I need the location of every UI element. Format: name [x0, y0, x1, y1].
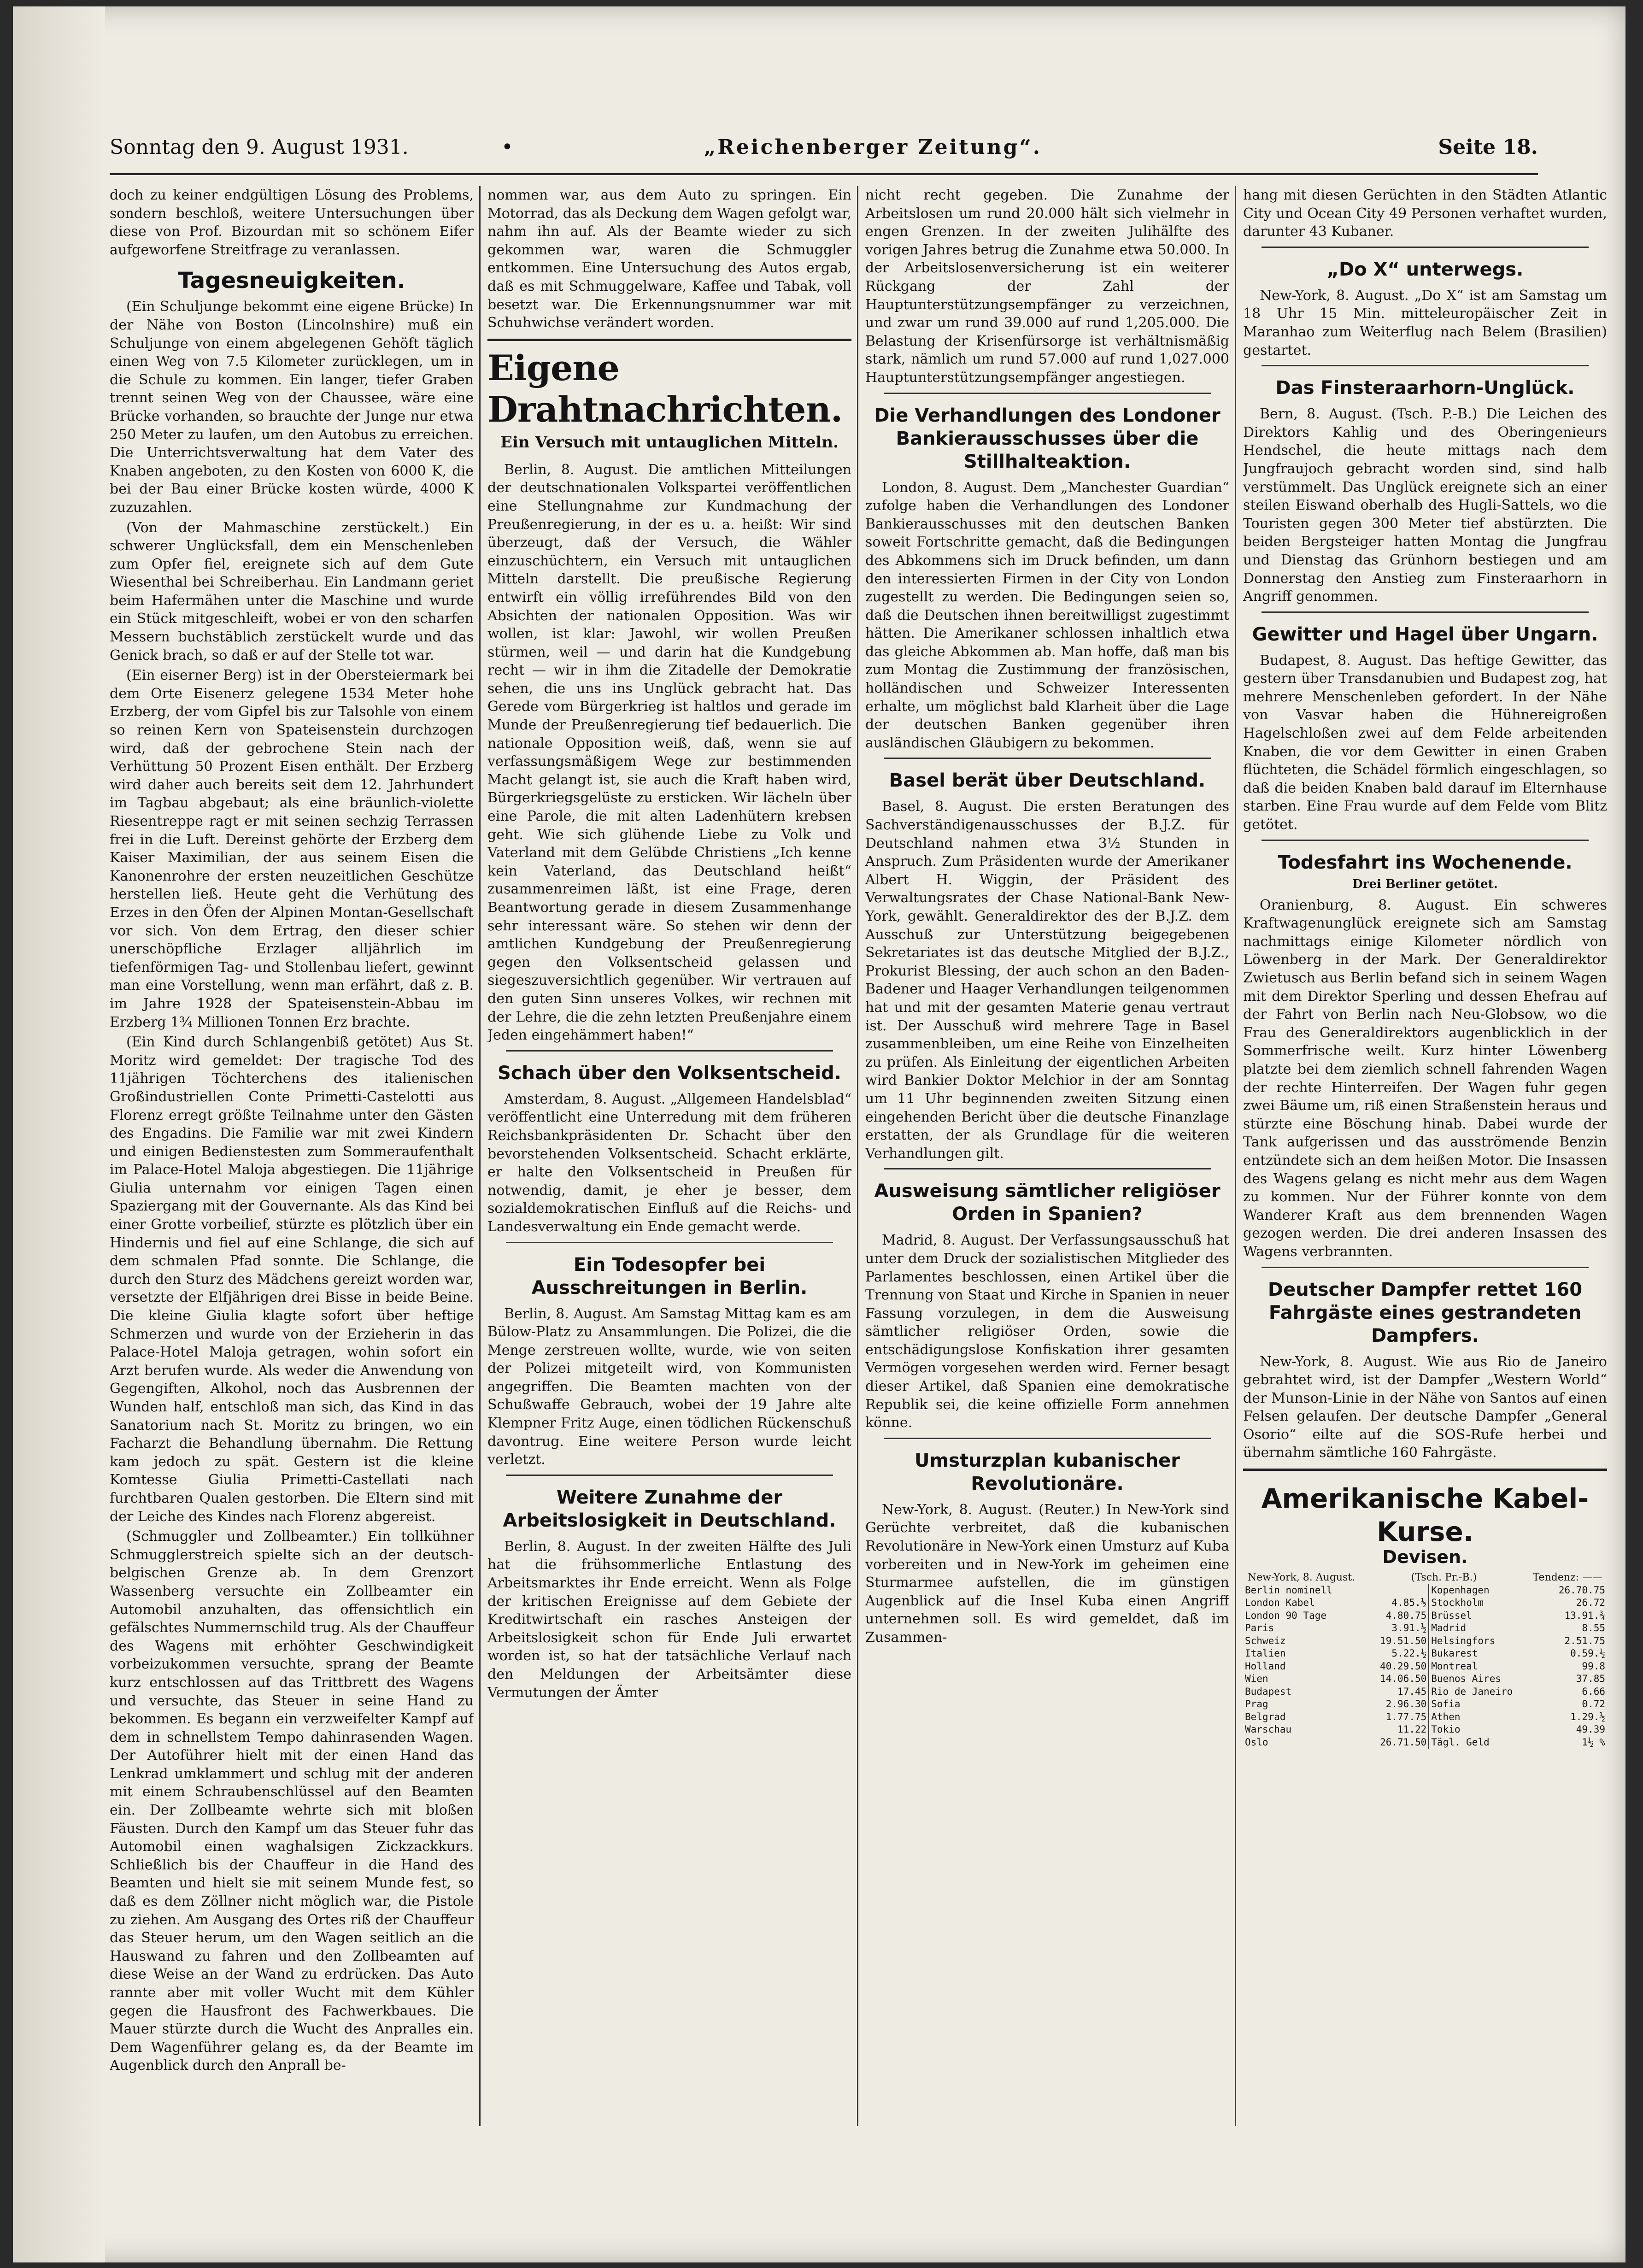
kurse-row: [1243, 1723, 1607, 1736]
news-item-mahmaschine: (Von der Mahmaschine zerstückelt.) Ein schwerer Unglücksfall, dem ein Menschenleben zum Opfer fiel, ereignete sich auf dem Gute Wiesenthal bei Schreiberhau. Ein Landmann geriet beim Hafermähen unter die Maschine und wurde ein Stück mitgeschleift, wobei er von den scharfen Messern buchstäblich zerstückelt wurde und das Genick brach, so daß er auf der Stelle tot war.: [110, 519, 474, 664]
headline-do-x: „Do X“ unterwegs.: [1326, 259, 1524, 280]
kurse-rate-left: 2.96.30: [1362, 1698, 1429, 1711]
headline-umsturzplan: Umsturzplan kubanischer Revolutionäre.: [914, 1450, 1180, 1494]
article-divider: [884, 393, 1211, 394]
headline-todesfahrt: Todesfahrt ins Wochenende.: [1278, 852, 1573, 873]
kurse-rate-right: 49.39: [1576, 1724, 1605, 1735]
kurse-source: (Tsch. Pr.-B.): [1411, 1571, 1477, 1583]
article-todesfahrt: Oranienburg, 8. August. Ein schweres Kraftwagenunglück ereignete sich am Samstag nachmittags einige Kilometer nördlich von Löwenberg in der Mark. Der Generaldirektor Zwietusch aus Berlin befand sich in seinem Wagen mit dem Direktor Sperling und dessen Ehefrau auf der Fahrt von Berlin nach Neu-Globsow, wo die Frau des Generaldirektors augenblicklich in der Sommerfrische weilt. Kurz hinter Löwenberg platzte bei dem ziemlich schnell fahrenden Wagen der rechte Hinterreifen. Der Wagen fuhr gegen zwei Bäume um, riß einen Straßenstein heraus und stürzte eine Böschung hinab. Dabei wurde der Tank aufgerissen und das ausströmende Benzin entzündete sich an dem heißen Motor. Die Insassen des Wagens gelang es nicht mehr aus dem Wagen zu kommen. Nur der Führer konnte von dem Wanderer Kraft aus dem brennenden Wagen gezogen werden. Die drei anderen Insassen des Wagens verbrannten.: [1243, 897, 1607, 1260]
headline-basel: Basel berät über Deutschland.: [889, 770, 1206, 792]
article-do-x: New-York, 8. August. „Do X“ ist am Samstag um 18 Uhr 15 Min. mitteleuropäischer Zeit in Maranhao zum Weiterflug nach Belem (Brasilien) gestartet.: [1243, 287, 1607, 358]
kurse-place-date: New-York, 8. August.: [1248, 1571, 1355, 1583]
kurse-rate-left: 3.91.½: [1362, 1622, 1429, 1635]
column-4: [1243, 186, 1607, 2126]
kurse-rate-right: 8.55: [1582, 1622, 1605, 1634]
kurse-currency-left: Budapest: [1245, 1686, 1292, 1697]
kurse-rate-left: 26.71.50: [1362, 1736, 1429, 1749]
article-arbeitslosigkeit: Berlin, 8. August. In der zweiten Hälfte des Juli hat die frühsommerliche Entlastung des Arbeitsmarktes ihr Ende erreicht. Wenn als Folge der kritischen Ereignisse auf dem Gebiete der Kreditwirtschaft ein rasches Ansteigen der Arbeitslosigkeit schon für Ende Juli erwartet worden ist, so hat der tatsächliche Verlauf nach den Meldungen der Arbeitsämter diese Vermutungen der Ämter: [487, 1538, 851, 1701]
kurse-row: [1243, 1711, 1607, 1724]
column-rule: [857, 186, 858, 2126]
section-heading-tagesneuigkeiten: Tagesneuigkeiten.: [178, 268, 405, 294]
kurse-currency-left: Belgrad: [1245, 1711, 1286, 1722]
subheadline-todesfahrt: Drei Berliner getötet.: [1352, 877, 1498, 891]
column-rule: [479, 186, 481, 2126]
article-divider: [884, 758, 1211, 759]
banner-eigene-drahtnachrichten: Eigene Drahtnachrichten.: [487, 347, 843, 430]
column-3: [865, 186, 1229, 2126]
article-continuation: hang mit diesen Gerüchten in den Städten Atlantic City und Ocean City 49 Personen verhaftet wurden, darunter 43 Kubaner.: [1243, 187, 1607, 240]
kurse-row: [1243, 1647, 1607, 1660]
article-continuation: nommen war, aus dem Auto zu springen. Ein Motorrad, das als Deckung dem Wagen gefolgt war, nahm ihn auf. Als der Beamte wieder zu sich gekommen war, waren die Schmuggler entkommen. Eine Untersuchung des Autos ergab, daß es mit Schmuggelware, Kaffee und Tabak, voll besetzt war. Die Erkennungsnummer war mit Schuhwichse verändert worden.: [487, 187, 851, 331]
article-finsteraarhorn: Bern, 8. August. (Tsch. P.-B.) Die Leichen des Direktors Kahlig und des Oberingenieurs Hendschel, die heute mittags nach dem Jungfraujoch gebracht worden sind, sind halb verstümmelt. Das Unglück ereignete sich an einer steilen Eiswand oberhalb des Hugli-Sattels, wo die Touristen gegen 300 Meter tief abstürzten. Die beiden Bergsteiger hatten Montag die Jungfrau und Dienstag das Grünhorn bestiegen und am Donnerstag den Anstieg zum Finsteraarhorn in Angriff genommen.: [1243, 406, 1607, 605]
article-ungarn: Budapest, 8. August. Das heftige Gewitter, das gestern über Transdanubien und Budapest zog, hat mehrere Menschenleben gefordert. In der Nähe von Vasvar haben die Hühnereigroßen Hagelschloßen zwei auf dem Felde arbeitenden Knaben, die vor dem Gewitter in einen Graben flüchteten, die Schädel förmlich eingeschlagen, so daß die beiden Knaben bald darauf im Elternhause starben. Eine Frau wurde auf dem Felde vom Blitz getötet.: [1243, 652, 1607, 833]
kurse-rate-left: 40.29.50: [1362, 1660, 1429, 1673]
article-divider: [1262, 611, 1589, 613]
header-rule: [110, 173, 1538, 175]
kurse-rate-left: 1.77.75: [1362, 1711, 1429, 1724]
article-divider: [884, 1438, 1211, 1439]
kurse-rate-left: 5.22.½: [1362, 1647, 1429, 1660]
kurse-row: [1243, 1686, 1607, 1698]
kurse-row: [1243, 1660, 1607, 1673]
headline-arbeitslosigkeit: Weitere Zunahme der Arbeitslosigkeit in Deutschland.: [503, 1487, 836, 1531]
page-fold-shadow: [13, 6, 105, 2262]
kurse-currency-right: Tägl. Geld: [1431, 1736, 1490, 1748]
article-divider: [506, 1050, 833, 1052]
kurse-rate-right: 1.29.½: [1570, 1711, 1605, 1722]
kurse-currency-right: Stockholm: [1431, 1597, 1484, 1609]
kurse-currency-left: Holland: [1245, 1660, 1286, 1672]
article-todesopfer: Berlin, 8. August. Am Samstag Mittag kam es am Bülow-Platz zu Ansammlungen. Die Polizei, die die Menge zerstreuen wollte, wurde, wie von seiten der Polizei mitgeteilt wird, von Kommunisten angegriffen. Die Beamten machten von der Schußwaffe Gebrauch, wobei der 19 Jahre alte Klempner Fritz Auge, einen tödlichen Rückenschuß davontrug. Eine weitere Person wurde leicht verletzt.: [487, 1305, 851, 1468]
kurse-rate-left: 19.51.50: [1362, 1635, 1429, 1648]
kurse-rate-right: 0.72: [1582, 1698, 1605, 1710]
article-divider: [1262, 247, 1589, 248]
kurse-row: [1243, 1698, 1607, 1711]
kurse-header-row: [1243, 1571, 1607, 1584]
article-dampfer: New-York, 8. August. Wie aus Rio de Janeiro gebrahtet wird, ist der Dampfer „Western World“ der Munson-Linie in der Nähe von Santos auf einen Felsen gelaufen. Der deutsche Dampfer „General Osorio“ eilte auf die SOS-Rufe herbei und übernahm sämtliche 160 Fahrgäste.: [1243, 1353, 1607, 1461]
kurse-currency-right: Helsingfors: [1431, 1635, 1496, 1646]
kurse-rate-right: 6.66: [1582, 1686, 1605, 1697]
column-2: [487, 186, 851, 2126]
running-header: [110, 135, 1538, 168]
kurse-box: [1243, 1482, 1607, 1749]
kurse-currency-right: Athen: [1431, 1711, 1461, 1722]
kurse-table: [1243, 1584, 1607, 1749]
kurse-subtitle: Devisen.: [1382, 1547, 1468, 1568]
kurse-rate-left: 4.80.75: [1362, 1610, 1429, 1622]
kurse-row: [1243, 1673, 1607, 1686]
kurse-rate-left: 17.45: [1362, 1686, 1429, 1698]
article-versuch: Berlin, 8. August. Die amtlichen Mitteilungen der deutschnationalen Volkspartei veröffentlichen eine Stellungnahme zur Kundmachung der Preußenregierung, in der es u. a. heißt: Wir sind überzeugt, daß der Versuch, die Wähler einzuschüchtern, ein Versuch mit untauglichen Mitteln darstellt. Die preußische Regierung entwirft ein völlig irreführendes Bild von den Absichten der nationalen Opposition. Was wir wollen, ist klar: Jawohl, wir wollen Preußen stürmen, weil — und darin hat die Kundgebung recht — wir in ihm die Zitadelle der Demokratie sehen, die uns ins Unglück gebracht hat. Das Gerede vom Bürgerkrieg ist haltlos und gerade im Munde der Preußenregierung tief bedauerlich. Die nationale Opposition weiß, daß, wenn sie auf verfassungsmäßigem Wege zur bestimmenden Macht gelangt ist, sie auch die Kraft haben wird, Bürgerkriegsgelüste zu ersticken. Wir lächeln über eine Parole, die mit alten Ladenhütern krebsen geht. Wie sich glühende Liebe zu Volk und Vaterland mit dem Gelübde Christiens „Ich kenne kein Vaterland, das Deutschland heißt“ zusammenreimen läßt, ist eine Frage, deren Beantwortung gerade in diesem Zusammenhange sehr interessant wäre. So stehen wir denn der amtlichen Kundgebung der Preußenregierung gegen den Volksentscheid gelassen und siegeszuversichtlich gegenüber. Wir vertrauen auf den guten Sinn unseres Volkes, wir rechnen mit der Lehre, die die zehn letzten Preußenjahre einem Jeden eingehämmert haben!“: [487, 461, 851, 1044]
kurse-rate-right: 26.70.75: [1558, 1584, 1605, 1596]
kurse-rate-left: [1362, 1584, 1429, 1597]
kurse-rate-right: 37.85: [1576, 1673, 1605, 1685]
article-divider: [1262, 1267, 1589, 1268]
newspaper-page: [13, 6, 1625, 2262]
kurse-rate-right: 99.8: [1582, 1660, 1605, 1672]
article-divider: [1262, 365, 1589, 366]
kurse-rate-left: 11.22: [1362, 1723, 1429, 1736]
news-item-erzberg: (Ein eiserner Berg) ist in der Obersteiermark bei dem Orte Eisenerz gelegene 1534 Meter hohe Erzberg, der vom Gipfel bis zur Talsohle von einem so reinen Kern von Spateisenstein durchzogen wird, daß der gebrochene Stein nach der Verhüttung 50 Prozent Eisen enthält. Der Erzberg wird daher auch bereits seit dem 12. Jahrhundert im Tagbau abgebaut; als eine bräunlich-violette Riesentreppe ragt er mit seinen sechzig Terrassen frei in die Luft. Dereinst gehörte der Erzberg dem Kaiser Maximilian, der aus seinem Eisen die Kanonenrohre der ersten neuzeitlichen Geschütze herstellen ließ. Heute geht die Verhütung des Erzes in den Öfen der Alpinen Montan-Gesellschaft vor sich. Von dem Ertrag, den dieser schier unerschöpfliche Erzlager alljährlich im tiefenförmigen Tag- und Stollenbau liefert, gewinnt man eine Vorstellung, wenn man erfährt, daß z. B. im Jahre 1928 der Spateisenstein-Abbau im Erzberg 1¾ Millionen Tonnen Erz brachte.: [110, 667, 474, 1030]
kurse-rate-right: 26.72: [1576, 1597, 1605, 1609]
headline-orden-spanien: Ausweisung sämtlicher religiöser Orden in Spanien?: [874, 1181, 1221, 1225]
kurse-currency-left: Schweiz: [1245, 1635, 1286, 1646]
article-divider: [506, 1242, 833, 1243]
headline-schacht: Schach über den Volksentscheid.: [498, 1062, 841, 1084]
kurse-currency-left: Oslo: [1245, 1736, 1268, 1748]
headline-londoner-bankierausschuss: Die Verhandlungen des Londoner Bankierausschusses über die Stillhalteaktion.: [874, 405, 1221, 472]
article-continuation: nicht recht gegeben. Die Zunahme der Arbeitslosen um rund 20.000 hält sich vielmehr in engen Grenzen. In der zweiten Julihälfte des vorigen Jahres betrug die Zunahme etwa 50.000. In der Arbeitslosenversicherung ist ein weiterer Rückgang der Zahl der Hauptunterstützungsempfänger zu verzeichnen, und zwar um rund 39.000 auf rund 1,205.000. Die Belastung der Krisenfürsorge ist verhältnismäßig stark, nämlich um rund 57.000 auf rund 1,027.000 Hauptunterstützungsempfänger angestiegen.: [865, 187, 1229, 386]
kurse-currency-right: Brüssel: [1431, 1610, 1472, 1621]
kurse-currency-right: Kopenhagen: [1431, 1584, 1490, 1596]
kurse-currency-right: Bukarest: [1431, 1648, 1478, 1659]
kurse-row: [1243, 1622, 1607, 1635]
header-paper-name: „Reichenberger Zeitung“.: [704, 135, 1042, 159]
kurse-currency-left: Prag: [1245, 1698, 1268, 1710]
section-divider: [487, 339, 851, 341]
article-londoner-bankierausschuss: London, 8. August. Dem „Manchester Guardian“ zufolge haben die Verhandlungen des Londoner Bankierausschusses mit den deutschen Banken soweit Fortschritte gemacht, daß die Bedingungen des Abkommens sich im Druck befinden, um dann den interessierten Firmen in der City von London zugestellt zu werden. Die Bedingungen seien so, daß die Deutschen ihnen bereitwilligst zugestimmt hätten. Die Amerikaner schlossen inhaltlich etwa das gleiche Abkommen ab. Man hoffe, daß man bis zum Montag die Zustimmung der französischen, holländischen und Schweizer Interessenten erhalte, um möglichst bald Klarheit über die Lage der deutschen Banken gegenüber ihren ausländischen Gläubigern zu bekommen.: [865, 479, 1229, 751]
kurse-currency-right: Buenos Aires: [1431, 1673, 1501, 1685]
article-umsturzplan: New-York, 8. August. (Reuter.) In New-York sind Gerüchte verbreitet, daß die kubanischen Revolutionäre in New-York einen Umsturz auf Kuba vorbereiten und in New-York im geheimen eine Sturmarmee aufstellen, die im günstigen Augenblick auf die Insel Kuba einen Angriff unternehmen soll. Es wird gemeldet, daß im Zusammen-: [865, 1501, 1229, 1645]
kurse-currency-right: Tokio: [1431, 1724, 1461, 1735]
kurse-row: [1243, 1736, 1607, 1749]
kurse-row: [1243, 1597, 1607, 1610]
kurse-currency-left: London Kabel: [1245, 1597, 1315, 1609]
headline-dampfer: Deutscher Dampfer rettet 160 Fahrgäste eines gestrandeten Dampfers.: [1267, 1279, 1583, 1346]
news-item-schmuggler: (Schmuggler und Zollbeamter.) Ein tollkühner Schmugglerstreich spielte sich an der deutsch-belgischen Grenze ab. In dem Grenzort Wassenberg versuchte ein Zollbeamter ein Automobil anzuhalten, das offensichtlich ein gefälschtes Nummernschild trug. Als der Chauffeur des Wagens mit erhöhter Geschwindigkeit vorbeizukommen versuchte, sprang der Beamte kurz entschlossen auf das Trittbrett des Wagens und versuchte, das Steuer in seine Hand zu bekommen. Es begann ein verzweifelter Kampf auf dem in schnellstem Tempo dahinrasenden Wagen. Der Autoführer hielt mit der einen Hand das Lenkrad umklammert und schlug mit der anderen mit einem Schraubenschlüssel auf den Beamten ein. Der Zollbeamte wehrte sich mit bloßen Fäusten. Durch den Kampf um das Steuer fuhr das Automobil einen waghalsigen Zickzackkurs. Schließlich bis der Chauffeur in die Hand des Beamten und hielt sie mit seinem Munde fest, so daß es dem Zöllner nicht möglich war, die Pistole zu ziehen. Am Ausgang des Ortes riß der Chauffeur das Steuer herum, um den Wagen seitlich an die Hauswand zu fahren und den Zollbeamten auf diese Weise an der Wand zu erdrücken. Das Auto rannte aber mit voller Wucht mit dem Kühler gegen die Hausfront des Fachwerkbaues. Die Mauer stürzte durch die Wucht des Anpralles ein. Dem Wagenführer gelang es, da der Beamte im Augenblick durch den Anprall be-: [110, 1528, 474, 2074]
kurse-title: Amerikanische Kabel-Kurse.: [1261, 1483, 1589, 1548]
article-divider: [506, 1475, 833, 1476]
kurse-currency-left: London 90 Tage: [1245, 1610, 1327, 1621]
kurse-row: [1243, 1610, 1607, 1622]
kurse-rate-right: 2.51.75: [1564, 1635, 1605, 1646]
kurse-currency-right: Madrid: [1431, 1622, 1467, 1634]
headline-finsteraarhorn: Das Finsteraarhorn-Unglück.: [1275, 377, 1575, 399]
section-divider: [1243, 1469, 1607, 1471]
news-item-schlangenbiss: (Ein Kind durch Schlangenbiß getötet) Aus St. Moritz wird gemeldet: Der tragische Tod des 11jährigen Töchterchens des italienischen Großindustriellen Conte Primetti-Castelotti aus Florenz erregt größte Teilnahme unter den Gästen des Engadins. Die Familie war mit zwei Kindern und einigen Bedienstesten zum Sommeraufenthalt im Palace-Hotel Maloja abgestiegen. Die 11jährige Giulia unternahm vor einigen Tagen einen Spaziergang mit der Gouvernante. Als das Kind bei einer Grotte vorbeilief, stürzte es plötzlich über ein Hindernis und fiel auf eine Schlange, die sich auf dem schmalen Pfad sonnte. Die Schlange, die durch den Sturz des Mädchens gereizt worden war, versetzte der Elfjährigen drei Bisse in beide Beine. Die kleine Giulia klagte sofort über heftige Schmerzen und wurde von der Erzieherin in das Palace-Hotel Maloja getragen, wohin sofort ein Arzt berufen wurde. Als weder die Anwendung von Gegengiften, Alkohol, noch das Ausbrennen der Wunden half, entschloß man sich, das Kind in das Sanatorium nach St. Moritz zu bringen, wo ein Facharzt die Behandlung übernahm. Die Rettung kam jedoch zu spät. Gestern ist die kleine Komtesse Giulia Primetti-Castellati nach furchtbaren Qualen gestorben. Die Eltern sind mit der Leiche des Kindes nach Florenz abgereist.: [110, 1034, 474, 1525]
kurse-row: [1243, 1584, 1607, 1597]
kurse-currency-right: Rio de Janeiro: [1431, 1686, 1513, 1697]
kurse-rate-right: 1½ %: [1582, 1736, 1605, 1748]
kurse-currency-left: Warschau: [1245, 1724, 1292, 1735]
kurse-currency-left: Wien: [1245, 1673, 1268, 1685]
kurse-currency-left: Italien: [1245, 1648, 1286, 1659]
headline-todesopfer: Ein Todesopfer bei Ausschreitungen in Berlin.: [531, 1254, 808, 1299]
kurse-rate-left: 14.06.50: [1362, 1673, 1429, 1686]
kurse-currency-left: Berlin nominell: [1245, 1584, 1332, 1596]
kurse-rate-right: 0.59.½: [1570, 1648, 1605, 1659]
header-page-number: Seite 18.: [1438, 135, 1538, 159]
headline-ungarn: Gewitter und Hagel über Ungarn.: [1252, 623, 1598, 645]
kurse-row: [1243, 1635, 1607, 1648]
article-continuation: doch zu keiner endgültigen Lösung des Problems, sondern beschloß, weitere Untersuchungen über diese von Prof. Bizourdan mit so schönem Eifer aufgeworfene Streitfrage zu veranlassen.: [110, 187, 474, 258]
kurse-tendenz: Tendenz: ——: [1532, 1571, 1602, 1583]
kurse-currency-right: Montreal: [1431, 1660, 1478, 1672]
column-1: [110, 186, 474, 2126]
header-dot: •: [501, 135, 513, 159]
news-item-bruecke: (Ein Schuljunge bekommt eine eigene Brücke) In der Nähe von Boston (Lincolnshire) muß ein Schuljunge von einem abgelegenen Gehöft täglich einen Weg von 7.5 Kilometer zurücklegen, um in die Schule zu kommen. Ein langer, tiefer Graben trennt seinen Weg von der Chaussee, wäre eine Brücke vorhanden, so brauchte der Junge nur etwa 250 Meter zu laufen, um den Autobus zu erreichen. Die Unterrichtsverwaltung hat dem Vater des Knaben angeboten, zu den Kosten von 6000 K, die bei der Bau einer Brücke kosten würde, 4000 K zuzuzahlen.: [110, 299, 474, 516]
kurse-rate-left: 4.85.½: [1362, 1597, 1429, 1610]
kurse-currency-right: Sofia: [1431, 1698, 1461, 1710]
article-schacht: Amsterdam, 8. August. „Allgemeen Handelsblad“ veröffentlicht eine Unterredung mit dem früheren Reichsbankpräsidenten Dr. Schacht über den bevorstehenden Volksentscheid. Schacht erklärte, er halte den Volksentscheid in Preußen für notwendig, damit, je eher je besser, dem sozialdemokratischen Einfluß auf die Reichs- und Landesverwaltung ein Ende gemacht werde.: [487, 1091, 851, 1235]
article-basel: Basel, 8. August. Die ersten Beratungen des Sachverständigenausschusses der B.J.Z. für Deutschland nahmen etwa 3½ Stunden in Anspruch. Zum Präsidenten wurde der Amerikaner Albert H. Wiggin, der Präsident des Verwaltungsrates der Chase National-Bank New-York, gewählt. Generaldirektor des der B.J.Z. dem Ausschuß zur Unterstützung beigegebenen Sekretariates ist das deutsche Mitglied der B.J.Z., Prokurist Blessing, der auch schon an den Baden-Badener und Haager Verhandlungen teilgenommen hat und mit der gesamten Materie genau vertraut ist. Der Ausschuß wird mehrere Tage in Basel zusammenbleiben, um eine Reihe von Einzelheiten zu prüfen. Als Einleitung der eigentlichen Arbeiten wird Bankier Doktor Melchior in der am Sonntag um 11 Uhr beginnenden zweiten Sitzung einen eingehenden Bericht über die deutsche Finanzlage erstatten, der als Grundlage für die weiteren Verhandlungen gilt.: [865, 799, 1229, 1162]
article-orden-spanien: Madrid, 8. August. Der Verfassungsausschuß hat unter dem Druck der sozialistischen Mitglieder des Parlamentes beschlossen, einen Artikel über die Trennung von Staat und Kirche in Spanien in neuer Fassung vorzulegen, in dem die Ausweisung sämtlicher religiöser Orden, sowie die entschädigungslose Konfiskation ihrer gesamten Vermögen vorgesehen werden wird. Ferner besagt dieser Artikel, daß Spanien eine demokratische Republik sei, die keine offizielle Form annehmen könne.: [865, 1232, 1229, 1431]
header-date: Sonntag den 9. August 1931.: [110, 135, 409, 159]
column-rule: [1235, 186, 1236, 2126]
kurse-currency-left: Paris: [1245, 1622, 1274, 1634]
article-divider: [1262, 840, 1589, 841]
kurse-rate-right: 13.91.¾: [1564, 1610, 1605, 1621]
article-divider: [884, 1168, 1211, 1169]
headline-versuch: Ein Versuch mit untauglichen Mitteln.: [500, 433, 839, 452]
